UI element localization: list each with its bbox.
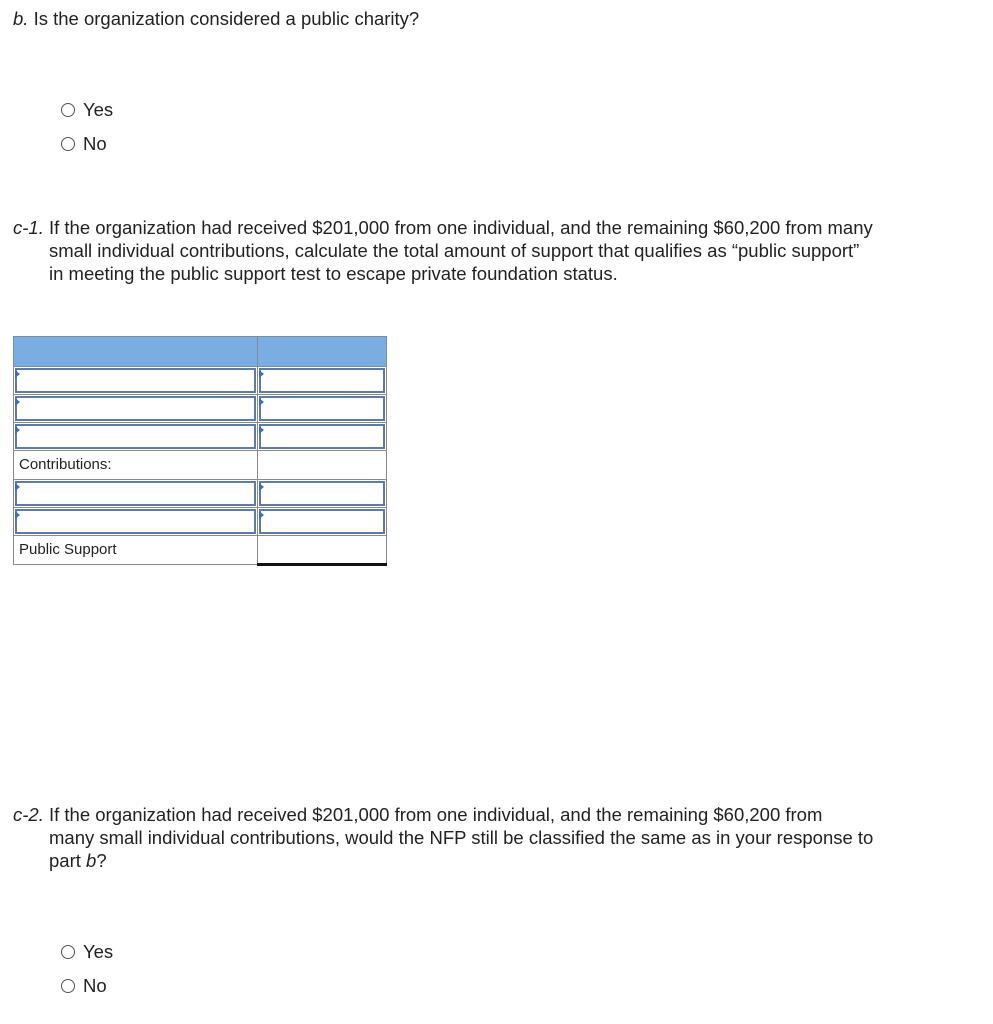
empty-cell [258,451,387,480]
public-support-label: Public Support [19,541,117,558]
radio-button[interactable] [61,103,75,117]
contributions-label: Contributions: [19,456,112,473]
public-support-total-cell [258,536,387,565]
amount-input[interactable] [259,396,385,421]
question-c1-label: c-1. [13,217,44,238]
radio-label: Yes [83,941,114,962]
public-support-table [13,336,387,566]
question-c2-prompt [13,803,978,872]
table-row [14,395,387,423]
label-input[interactable] [15,481,256,506]
label-input[interactable] [15,368,256,393]
label-input[interactable] [15,424,256,449]
table-row-contributions [14,451,387,480]
question-c2-line3-suffix: ? [96,850,107,871]
label-input-cell[interactable] [14,508,258,536]
radio-label: Yes [83,99,114,120]
question-c2-option-yes[interactable] [61,935,113,969]
question-c1-line1: If the organization had received $201,000 from one individual, and the remaining $60,200 from many [43,217,873,238]
radio-button[interactable] [61,137,75,151]
question-c2-radio-group [61,935,113,1003]
amount-input[interactable] [259,509,385,534]
label-input-cell[interactable] [14,480,258,508]
question-c2-part-ref: b [86,850,97,871]
question-c2-line2: many small individual contributions, would the NFP still be classified the same as in your response to [49,827,874,848]
question-c1-line3: in meeting the public support test to escape private foundation status. [49,263,618,284]
label-input-cell[interactable] [14,367,258,395]
radio-label: No [83,133,107,154]
amount-input-cell[interactable] [258,508,387,536]
radio-button[interactable] [61,945,75,959]
question-c2-line1: If the organization had received $201,000 from one individual, and the remaining $60,200 from [43,804,823,825]
radio-label: No [83,975,107,996]
question-c1-line2: small individual contributions, calculate the total amount of support that qualifies as “public support” [49,240,860,261]
amount-input-cell[interactable] [258,480,387,508]
table-row [14,423,387,451]
contributions-label-cell [14,451,258,480]
question-c1-prompt [13,216,978,285]
question-c2-line3-prefix: part [49,850,87,871]
amount-input[interactable] [259,424,385,449]
question-b-option-no[interactable] [61,127,113,161]
question-b-option-yes[interactable] [61,93,113,127]
amount-input-cell[interactable] [258,423,387,451]
amount-input-cell[interactable] [258,367,387,395]
table-header-row [14,337,387,367]
label-input[interactable] [15,396,256,421]
question-c2-line3 [13,849,978,872]
table-row [14,480,387,508]
question-c2-label: c-2. [13,804,44,825]
question-b-text: Is the organization considered a public charity? [28,8,420,29]
amount-input-cell[interactable] [258,395,387,423]
label-input-cell[interactable] [14,395,258,423]
question-b-radio-group [61,93,113,161]
question-b-label: b. [13,8,29,29]
table-row-public-support [14,536,387,565]
amount-input[interactable] [259,368,385,393]
radio-button[interactable] [61,979,75,993]
question-c2-option-no[interactable] [61,969,113,1003]
amount-input[interactable] [259,481,385,506]
table-header-cell [14,337,258,367]
label-input[interactable] [15,509,256,534]
table-row [14,367,387,395]
public-support-label-cell [14,536,258,565]
table-row [14,508,387,536]
label-input-cell[interactable] [14,423,258,451]
table-header-cell [258,337,387,367]
question-b-prompt [13,7,419,30]
